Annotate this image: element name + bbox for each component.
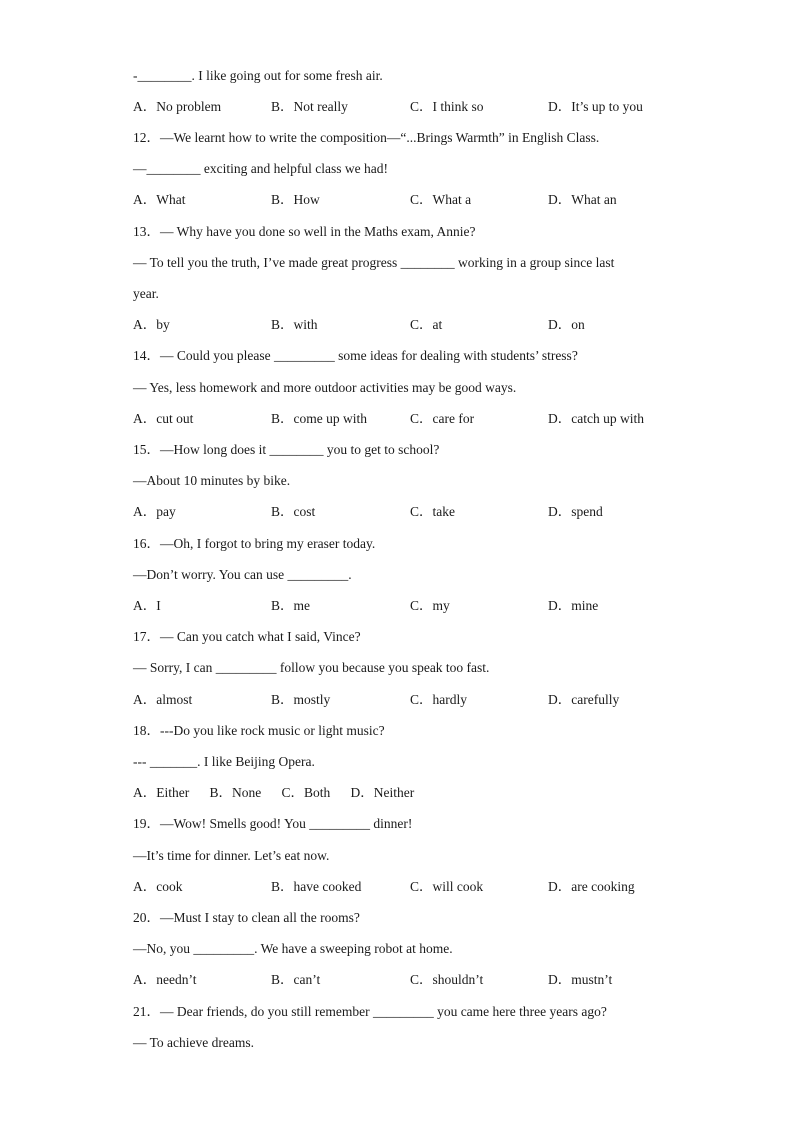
q16-option-b[interactable]: B．me <box>271 598 310 613</box>
q13-option-a[interactable]: A．by <box>133 317 170 332</box>
q13-response: — To tell you the truth, I’ve made great progress ________ working in a group since last <box>133 255 615 270</box>
q16-question: 16．—Oh, I forgot to bring my eraser today. <box>133 536 376 551</box>
q17-option-b[interactable]: B．mostly <box>271 692 331 707</box>
q20-response: —No, you _________. We have a sweeping robot at home. <box>133 941 453 956</box>
q15-option-a[interactable]: A．pay <box>133 504 176 519</box>
q17-question: 17．— Can you catch what I said, Vince? <box>133 629 361 644</box>
q20-option-b[interactable]: B．can’t <box>271 972 321 987</box>
q15-question: 15．—How long does it ________ you to get to school? <box>133 442 440 457</box>
q13-options <box>133 316 693 334</box>
q15-option-c[interactable]: C．take <box>410 504 455 519</box>
q16-option-d[interactable]: D．mine <box>548 598 599 613</box>
q19-option-b[interactable]: B．have cooked <box>271 879 362 894</box>
q12-option-a[interactable]: A．What <box>133 192 186 207</box>
q17-response: — Sorry, I can _________ follow you because you speak too fast. <box>133 660 490 675</box>
q19-option-d[interactable]: D．are cooking <box>548 879 635 894</box>
q13-option-b[interactable]: B．with <box>271 317 318 332</box>
q19-response: —It’s time for dinner. Let’s eat now. <box>133 848 330 863</box>
q19-options <box>133 878 693 896</box>
q13-option-c[interactable]: C．at <box>410 317 443 332</box>
q20-options <box>133 971 693 989</box>
q15-response: —About 10 minutes by bike. <box>133 473 291 488</box>
q18-options[interactable]: A．Either B．None C．Both D．Neither <box>133 785 415 800</box>
q11-option-d[interactable]: D．It’s up to you <box>548 99 643 114</box>
q20-option-c[interactable]: C．shouldn’t <box>410 972 484 987</box>
q18-question: 18．---Do you like rock music or light music? <box>133 723 385 738</box>
q11-options <box>133 98 693 116</box>
q17-option-d[interactable]: D．carefully <box>548 692 620 707</box>
q11-option-a[interactable]: A．No problem <box>133 99 222 114</box>
q11-option-c[interactable]: C．I think so <box>410 99 484 114</box>
q19-option-a[interactable]: A．cook <box>133 879 183 894</box>
q14-option-b[interactable]: B．come up with <box>271 411 367 426</box>
q17-options <box>133 691 693 709</box>
q21-response: — To achieve dreams. <box>133 1035 255 1050</box>
q13-option-d[interactable]: D．on <box>548 317 585 332</box>
q14-response: — Yes, less homework and more outdoor activities may be good ways. <box>133 380 517 395</box>
q20-question: 20．—Must I stay to clean all the rooms? <box>133 910 360 925</box>
q14-option-c[interactable]: C．care for <box>410 411 475 426</box>
q14-question: 14．— Could you please _________ some ideas for dealing with students’ stress? <box>133 348 578 363</box>
q12-options <box>133 191 693 209</box>
q13-question: 13．— Why have you done so well in the Maths exam, Annie? <box>133 224 476 239</box>
q12-option-b[interactable]: B．How <box>271 192 320 207</box>
q14-options <box>133 410 693 428</box>
q12-option-c[interactable]: C．What a <box>410 192 472 207</box>
q13-response-cont: year. <box>133 286 159 301</box>
q19-question: 19．—Wow! Smells good! You _________ dinner! <box>133 816 413 831</box>
q12-option-d[interactable]: D．What an <box>548 192 617 207</box>
q12-question: 12．—We learnt how to write the composition—“...Brings Warmth” in English Class. <box>133 130 600 145</box>
q20-option-d[interactable]: D．mustn’t <box>548 972 613 987</box>
q16-response: —Don’t worry. You can use _________. <box>133 567 352 582</box>
q14-option-d[interactable]: D．catch up with <box>548 411 644 426</box>
q12-response: —________ exciting and helpful class we had! <box>133 161 388 176</box>
q16-options <box>133 597 693 615</box>
q21-question: 21．— Dear friends, do you still remember _________ you came here three years ago? <box>133 1004 607 1019</box>
q17-option-a[interactable]: A．almost <box>133 692 193 707</box>
q15-options <box>133 503 693 521</box>
q17-option-c[interactable]: C．hardly <box>410 692 467 707</box>
q11-answer-line: -________. I like going out for some fresh air. <box>133 68 383 83</box>
q18-response: --- _______. I like Beijing Opera. <box>133 754 315 769</box>
q19-option-c[interactable]: C．will cook <box>410 879 484 894</box>
q14-option-a[interactable]: A．cut out <box>133 411 194 426</box>
q16-option-c[interactable]: C．my <box>410 598 450 613</box>
q11-option-b[interactable]: B．Not really <box>271 99 348 114</box>
q20-option-a[interactable]: A．needn’t <box>133 972 197 987</box>
q15-option-b[interactable]: B．cost <box>271 504 316 519</box>
q15-option-d[interactable]: D．spend <box>548 504 603 519</box>
q16-option-a[interactable]: A．I <box>133 598 161 613</box>
